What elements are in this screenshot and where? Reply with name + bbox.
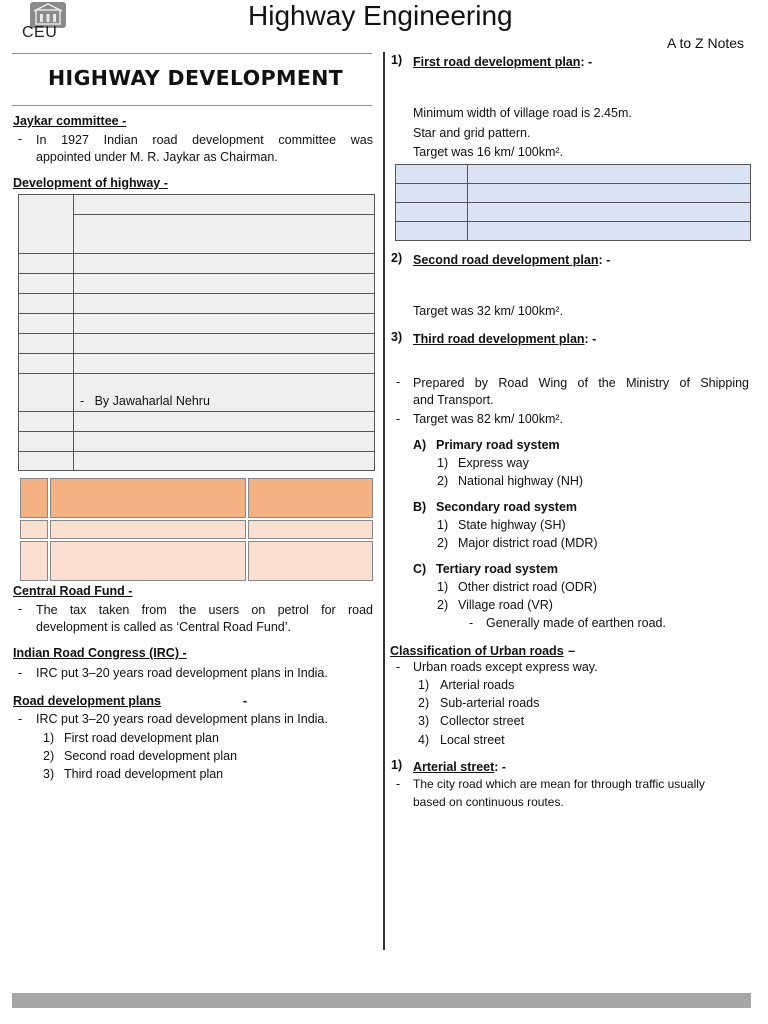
urban-item: Arterial roads bbox=[440, 678, 515, 692]
bullet-dash: - bbox=[469, 616, 474, 630]
system-item-number: 1) bbox=[437, 580, 449, 594]
plans-item-number: 3) bbox=[43, 767, 55, 781]
plans-item: Third road development plan bbox=[64, 767, 224, 781]
table-cell bbox=[50, 520, 246, 539]
bullet-dash: - bbox=[18, 132, 23, 146]
central-road-fund-line1: The tax taken from the users on petrol for road bbox=[36, 603, 373, 617]
system-letter: B) bbox=[413, 500, 427, 514]
plans-item-number: 2) bbox=[43, 749, 55, 763]
urban-item-number: 1) bbox=[418, 678, 430, 692]
table-cell bbox=[74, 452, 375, 471]
second-plan-heading: Second road development plan bbox=[413, 253, 599, 267]
table-header-cell bbox=[248, 478, 373, 518]
table-cell bbox=[74, 334, 375, 354]
third-plan-suffix: : - bbox=[584, 332, 597, 346]
third-plan-prepared-line1: Prepared by Road Wing of the Ministry of Shipping bbox=[413, 376, 749, 390]
bullet-dash: - bbox=[396, 777, 401, 791]
table-cell bbox=[74, 254, 375, 274]
first-plan-number: 1) bbox=[391, 53, 403, 67]
first-plan-line: Star and grid pattern. bbox=[413, 126, 531, 140]
second-plan-heading-line bbox=[413, 251, 610, 269]
first-plan-line: Target was 16 km/ 100km². bbox=[413, 145, 564, 159]
table-cell bbox=[19, 432, 74, 452]
table-cell bbox=[74, 215, 375, 254]
table-cell bbox=[19, 254, 74, 274]
nehru-text: By Jawaharlal Nehru bbox=[94, 394, 210, 408]
arterial-line1: The city road which are mean for through traffic usually bbox=[413, 777, 705, 791]
urban-item-number: 2) bbox=[418, 696, 430, 710]
plans-text: IRC put 3–20 years road development plans in India. bbox=[36, 712, 328, 726]
table-cell bbox=[50, 541, 246, 581]
plans-item-number: 1) bbox=[43, 731, 55, 745]
first-plan-suffix: : - bbox=[580, 55, 593, 69]
table-cell bbox=[19, 334, 74, 354]
document-subtitle: A to Z Notes bbox=[667, 35, 745, 51]
table-cell bbox=[74, 354, 375, 374]
third-plan-number: 3) bbox=[391, 330, 403, 344]
table-cell bbox=[74, 432, 375, 452]
table-cell bbox=[468, 222, 751, 241]
urban-item-number: 3) bbox=[418, 714, 430, 728]
table-header-cell bbox=[20, 478, 48, 518]
second-plan-number: 2) bbox=[391, 251, 403, 265]
section-heading: HIGHWAY DEVELOPMENT bbox=[48, 66, 344, 90]
table-cell bbox=[468, 165, 751, 184]
urban-item: Sub-arterial roads bbox=[440, 696, 540, 710]
table-cell bbox=[20, 541, 48, 581]
system-item-number: 2) bbox=[437, 536, 449, 550]
system-letter: C) bbox=[413, 562, 427, 576]
system-item-number: 2) bbox=[437, 598, 449, 612]
arterial-number: 1) bbox=[391, 758, 403, 772]
urban-heading-suffix: – bbox=[568, 644, 576, 658]
bullet-dash: - bbox=[396, 412, 401, 426]
system-item: Express way bbox=[458, 456, 529, 470]
table-cell bbox=[74, 314, 375, 334]
arterial-heading: Arterial street bbox=[413, 760, 495, 774]
table-cell bbox=[19, 294, 74, 314]
first-plan-heading-line bbox=[413, 53, 592, 71]
urban-intro: Urban roads except express way. bbox=[413, 660, 598, 674]
system-item: Other district road (ODR) bbox=[458, 580, 597, 594]
table-cell bbox=[248, 520, 373, 539]
central-road-fund-line2: development is called as ‘Central Road Fund’. bbox=[36, 620, 291, 634]
second-plan-target: Target was 32 km/ 100km². bbox=[413, 304, 564, 318]
system-title: Tertiary road system bbox=[436, 562, 559, 576]
arterial-heading-line bbox=[413, 758, 506, 776]
table-cell bbox=[19, 412, 74, 432]
system-item-number: 2) bbox=[437, 474, 449, 488]
plans-item: First road development plan bbox=[64, 731, 219, 745]
nehru-row bbox=[74, 394, 374, 411]
system-item-number: 1) bbox=[437, 456, 449, 470]
system-item: Major district road (MDR) bbox=[458, 536, 598, 550]
table-cell bbox=[19, 195, 74, 254]
irc-text: IRC put 3–20 years road development plans in India. bbox=[36, 666, 328, 680]
urban-item: Local street bbox=[440, 733, 505, 747]
system-item-number: 1) bbox=[437, 518, 449, 532]
footer-bar bbox=[12, 993, 751, 1008]
first-plan-heading: First road development plan bbox=[413, 55, 581, 69]
third-plan-prepared-line2: and Transport. bbox=[413, 393, 494, 407]
first-plan-table bbox=[395, 164, 751, 241]
arterial-line2: based on continuous routes. bbox=[413, 795, 564, 809]
urban-heading-line bbox=[390, 642, 575, 660]
logo-text: CEU bbox=[22, 24, 58, 41]
table-cell bbox=[468, 203, 751, 222]
table-cell bbox=[19, 374, 74, 412]
ceu-logo bbox=[22, 2, 66, 42]
development-heading: Development of highway - bbox=[13, 176, 168, 190]
irc-heading: Indian Road Congress (IRC) - bbox=[13, 646, 187, 660]
table-cell bbox=[396, 184, 468, 203]
earthen-note: Generally made of earthen road. bbox=[486, 616, 666, 630]
bullet-dash: - bbox=[80, 394, 85, 408]
urban-item: Collector street bbox=[440, 714, 525, 728]
bullet-dash: - bbox=[18, 666, 23, 680]
plans-item: Second road development plan bbox=[64, 749, 238, 763]
system-item: National highway (NH) bbox=[458, 474, 584, 488]
bullet-dash: - bbox=[396, 660, 401, 674]
bullet-dash: - bbox=[396, 375, 401, 389]
urban-heading: Classification of Urban roads bbox=[390, 644, 564, 658]
table-cell bbox=[468, 184, 751, 203]
table-cell bbox=[20, 520, 48, 539]
system-item: State highway (SH) bbox=[458, 518, 566, 532]
table-cell bbox=[396, 165, 468, 184]
table-cell bbox=[74, 294, 375, 314]
system-title: Secondary road system bbox=[436, 500, 578, 514]
heading-rule-bottom bbox=[12, 105, 372, 106]
system-title: Primary road system bbox=[436, 438, 560, 452]
plans-heading: Road development plans bbox=[13, 694, 161, 708]
table-header-cell bbox=[50, 478, 246, 518]
table-cell bbox=[19, 354, 74, 374]
arterial-suffix: : - bbox=[494, 760, 507, 774]
table-cell bbox=[248, 541, 373, 581]
plans-heading-line bbox=[13, 692, 247, 710]
bullet-dash: - bbox=[18, 712, 23, 726]
table-cell bbox=[19, 274, 74, 294]
table-cell bbox=[74, 412, 375, 432]
third-plan-heading-line bbox=[413, 330, 596, 348]
plans-heading-suffix: - bbox=[243, 694, 248, 708]
plans-summary-table bbox=[18, 476, 375, 583]
system-letter: A) bbox=[413, 438, 427, 452]
central-road-fund-heading: Central Road Fund - bbox=[13, 584, 133, 598]
urban-item-number: 4) bbox=[418, 733, 430, 747]
jaykar-text-line2: appointed under M. R. Jaykar as Chairman. bbox=[36, 150, 278, 164]
second-plan-suffix: : - bbox=[598, 253, 611, 267]
system-item: Village road (VR) bbox=[458, 598, 553, 612]
table-cell bbox=[74, 374, 375, 412]
development-table bbox=[18, 194, 375, 471]
table-cell bbox=[19, 314, 74, 334]
jaykar-heading: Jaykar committee - bbox=[13, 114, 127, 128]
document-title: Highway Engineering bbox=[248, 0, 513, 31]
column-divider bbox=[383, 52, 385, 950]
table-cell bbox=[74, 195, 375, 215]
first-plan-line: Minimum width of village road is 2.45m. bbox=[413, 106, 632, 120]
table-cell bbox=[396, 203, 468, 222]
table-cell bbox=[74, 274, 375, 294]
jaykar-text-line1: In 1927 Indian road development committee was bbox=[36, 133, 373, 147]
heading-rule-top bbox=[12, 53, 372, 54]
bullet-dash: - bbox=[18, 602, 23, 616]
third-plan-heading: Third road development plan bbox=[413, 332, 585, 346]
table-cell bbox=[396, 222, 468, 241]
table-cell bbox=[19, 452, 74, 471]
third-plan-target: Target was 82 km/ 100km². bbox=[413, 412, 564, 426]
